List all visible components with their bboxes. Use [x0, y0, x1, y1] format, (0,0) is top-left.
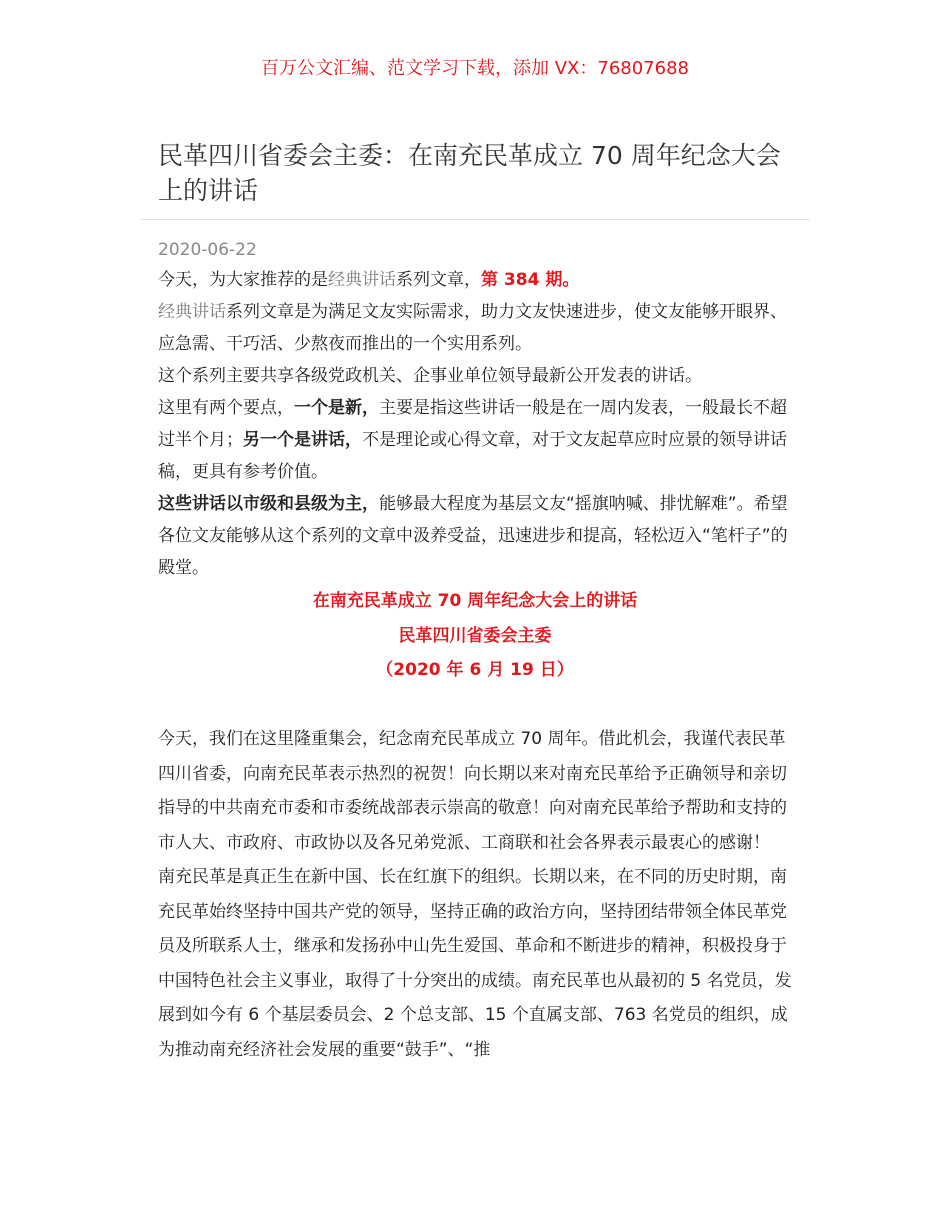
series-name: 经典讲话	[328, 270, 396, 290]
issue-number: 第 384 期。	[481, 270, 580, 290]
speech-heading: 在南充民革成立 70 周年纪念大会上的讲话	[312, 591, 638, 611]
intro-paragraph: 这些讲话以市级和县级为主，能够最大程度为基层文友“摇旗呐喊、排忧解难”。希望各位文友能够从这个系列的文章中汲养受益，迅速进步和提高，轻松迈入“笔杆子”的殿堂。	[158, 494, 788, 578]
intro-paragraph: 这里有两个要点，一个是新，主要是指这些讲话一般是在一周内发表，一般最长不超过半个月；另一个是讲话，不是理论或心得文章，对于文友起草应时应景的领导讲话稿，更具有参考价值。	[158, 398, 787, 482]
publish-date: 2020-06-22	[158, 240, 257, 260]
body-paragraph: 南充民革是真正生在新中国、长在红旗下的组织。长期以来，在不同的历史时期，南充民革始终坚持中国共产党的领导，坚持正确的政治方向，坚持团结带领全体民革党员及所联系人士，继承和发扬孙中山先生爱国、革命和不断进步的精神，积极投身于中国特色社会主义事业，取得了十分突出的成绩。南充民革也从最初的 5 名党员，发展到如今有 6 个基层委员会、2 个总支部、15 个直属支部、763 名党员的组织，成为推动南充经济社会发展的重要“鼓手”、“推	[158, 867, 792, 1060]
page-title: 民革四川省委会主委：在南充民革成立 70 周年纪念大会上的讲话	[158, 141, 781, 205]
intro-paragraph: 这个系列主要共享各级党政机关、企事业单位领导最新公开发表的讲话。	[158, 366, 702, 386]
intro-paragraph: 经典讲话系列文章是为满足文友实际需求，助力文友快速进步，使文友能够开眼界、应急需、干巧活、少熬夜而推出的一个实用系列。	[158, 302, 787, 354]
series-name: 经典讲话	[158, 302, 226, 322]
speech-body	[158, 722, 794, 1067]
speech-date: （2020 年 6 月 19 日）	[376, 660, 574, 680]
intro-section	[158, 264, 794, 584]
body-paragraph: 今天，我们在这里隆重集会，纪念南充民革成立 70 周年。借此机会，我谨代表民革四川省委，向南充民革表示热烈的祝贺！向长期以来对南充民革给予正确领导和亲切指导的中共南充市委和市委统战部表示崇高的敬意！向对南充民革给予帮助和支持的市人大、市政府、市政协以及各兄弟党派、工商联和社会各界表示最衷心的感谢！	[158, 729, 787, 853]
intro-paragraph: 今天，为大家推荐的是经典讲话系列文章，第 384 期。	[158, 270, 580, 290]
title-divider	[140, 219, 810, 220]
promo-banner: 百万公文汇编、范文学习下载，添加 VX：76807688	[261, 58, 689, 79]
speech-speaker: 民革四川省委会主委	[398, 626, 552, 646]
